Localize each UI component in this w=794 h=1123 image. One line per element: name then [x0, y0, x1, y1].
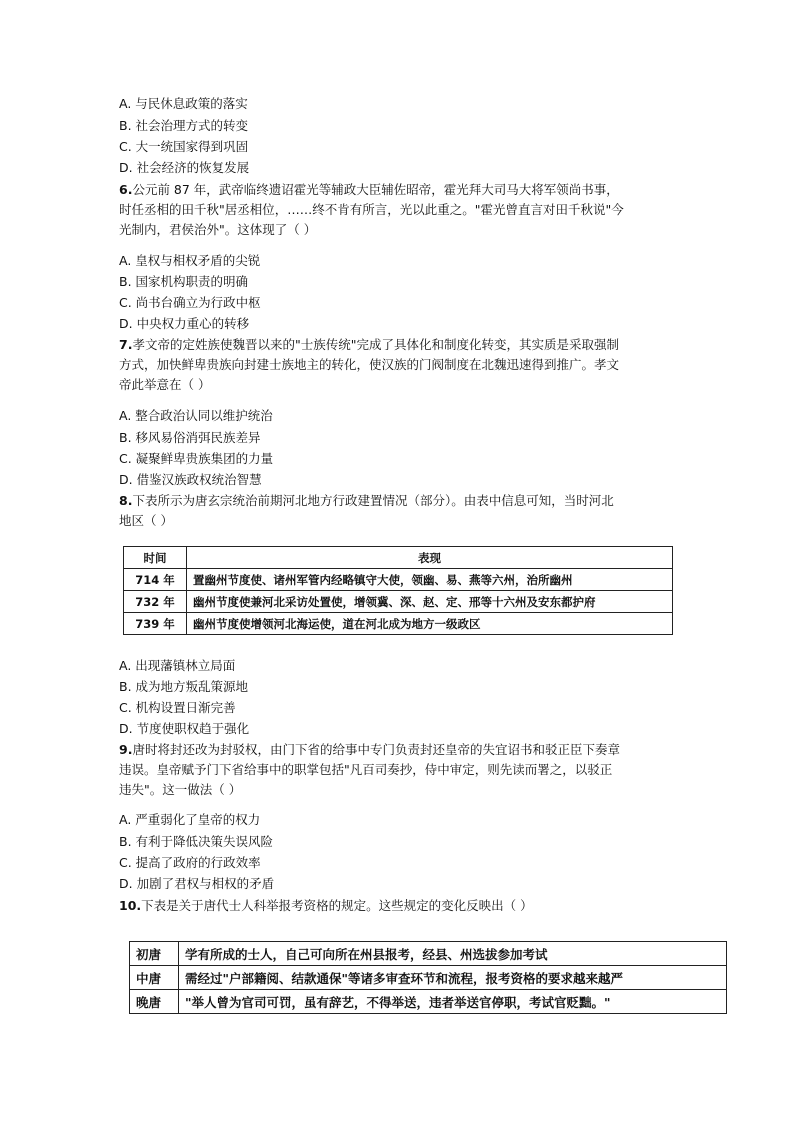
table-row — [124, 569, 673, 591]
table-cell-era: 晚唐 — [130, 990, 179, 1014]
question-text: 孝文帝的定姓族使魏晋以来的"士族传统"完成了具体化和制度化转变，其实质是采取强制 — [132, 337, 619, 352]
table-cell-text: 幽州节度使增领河北海运使，道在河北成为地方一级政区 — [187, 613, 673, 635]
table-cell-text: 幽州节度使兼河北采访处置使，增领冀、深、赵、定、邢等十六州及安东都护府 — [187, 591, 673, 613]
question-text: 唐时将封还改为封驳权，由门下省的给事中专门负责封还皇帝的失宜诏书和驳正臣下奏章 — [132, 742, 620, 757]
q5-option-b: B. 社会治理方式的转变 — [119, 118, 249, 133]
question-6 — [119, 180, 679, 240]
table-cell-year: 732 年 — [124, 591, 187, 613]
question-text: 光制内，君侯治外"。这体现了（ ） — [119, 222, 317, 237]
question-text: 地区（ ） — [119, 513, 173, 528]
q9-option-c: C. 提高了政府的行政效率 — [119, 855, 261, 870]
q9-option-d: D. 加剧了君权与相权的矛盾 — [119, 876, 275, 891]
table-cell-text: 学有所成的士人，自己可向所在州县报考，经县、州选拔参加考试 — [179, 942, 727, 966]
table-cell-text: 需经过"户部籍阅、结款通保"等诸多审查环节和流程，报考资格的要求越来越严 — [179, 966, 727, 990]
question-number: 8. — [119, 493, 133, 508]
q9-option-b: B. 有利于降低决策失误风险 — [119, 834, 274, 849]
table-cell-text: 置幽州节度使、诸州军管内经略镇守大使，领幽、易、燕等六州，治所幽州 — [187, 569, 673, 591]
question-number: 7. — [119, 337, 133, 352]
q6-option-c: C. 尚书台确立为行政中枢 — [119, 295, 261, 310]
question-text: 帝此举意在（ ） — [119, 377, 211, 392]
question-number: 9. — [119, 742, 133, 757]
q6-option-d: D. 中央权力重心的转移 — [119, 316, 250, 331]
q8-option-c: C. 机构设置日渐完善 — [119, 700, 236, 715]
table-cell-text: "举人曾为官司可罚，虽有辞艺，不得举送，违者举送官停职，考试官贬黜。" — [179, 990, 727, 1014]
table-row — [124, 613, 673, 635]
q7-option-d: D. 借鉴汉族政权统治智慧 — [119, 472, 262, 487]
q5-option-a: A. 与民休息政策的落实 — [119, 96, 248, 111]
q6-option-b: B. 国家机构职责的明确 — [119, 274, 249, 289]
question-8 — [119, 491, 679, 531]
question-10 — [119, 896, 679, 916]
q8-table — [123, 546, 673, 635]
q8-option-d: D. 节度使职权趋于强化 — [119, 721, 250, 736]
question-7 — [119, 335, 679, 395]
question-text: 违误。皇帝赋予门下省给事中的职掌包括"凡百司奏抄，侍中审定，则先读而署之，以驳正 — [119, 762, 613, 777]
question-number: 10. — [119, 898, 142, 913]
question-text: 违失"。这一做法（ ） — [119, 782, 242, 797]
table-header-performance: 表现 — [187, 547, 673, 569]
q7-option-c: C. 凝聚鲜卑贵族集团的力量 — [119, 451, 274, 466]
q5-option-c: C. 大一统国家得到巩固 — [119, 139, 249, 154]
table-row — [130, 942, 727, 966]
table-row — [130, 966, 727, 990]
table-cell-era: 中唐 — [130, 966, 179, 990]
table-cell-year: 739 年 — [124, 613, 187, 635]
question-text: 时任丞相的田千秋"居丞相位，……终不肯有所言，光以此重之。"霍光曾直言对田千秋说"今 — [119, 202, 624, 217]
table-row — [130, 990, 727, 1014]
question-text: 方式，加快鲜卑贵族向封建士族地主的转化，使汉族的门阀制度在北魏迅速得到推广。孝文 — [119, 357, 620, 372]
question-text: 下表是关于唐代士人科举报考资格的规定。这些规定的变化反映出（ ） — [141, 898, 533, 913]
question-text: 下表所示为唐玄宗统治前期河北地方行政建置情况（部分）。由表中信息可知，当时河北 — [132, 493, 614, 508]
q7-option-b: B. 移风易俗消弭民族差异 — [119, 430, 261, 445]
table-cell-year: 714 年 — [124, 569, 187, 591]
table-header-time: 时间 — [124, 547, 187, 569]
question-number: 6. — [119, 182, 133, 197]
table-cell-era: 初唐 — [130, 942, 179, 966]
q5-option-d: D. 社会经济的恢复发展 — [119, 160, 250, 175]
table-row — [124, 591, 673, 613]
q9-option-a: A. 严重弱化了皇帝的权力 — [119, 812, 261, 827]
q8-option-a: A. 出现藩镇林立局面 — [119, 658, 236, 673]
q7-option-a: A. 整合政治认同以维护统治 — [119, 408, 273, 423]
q6-option-a: A. 皇权与相权矛盾的尖锐 — [119, 253, 261, 268]
table-header-row — [124, 547, 673, 569]
question-9 — [119, 740, 679, 800]
q10-table — [129, 941, 727, 1014]
question-text: 公元前 87 年，武帝临终遗诏霍光等辅政大臣辅佐昭帝，霍光拜大司马大将军领尚书事， — [132, 182, 619, 197]
q8-option-b: B. 成为地方叛乱策源地 — [119, 679, 249, 694]
